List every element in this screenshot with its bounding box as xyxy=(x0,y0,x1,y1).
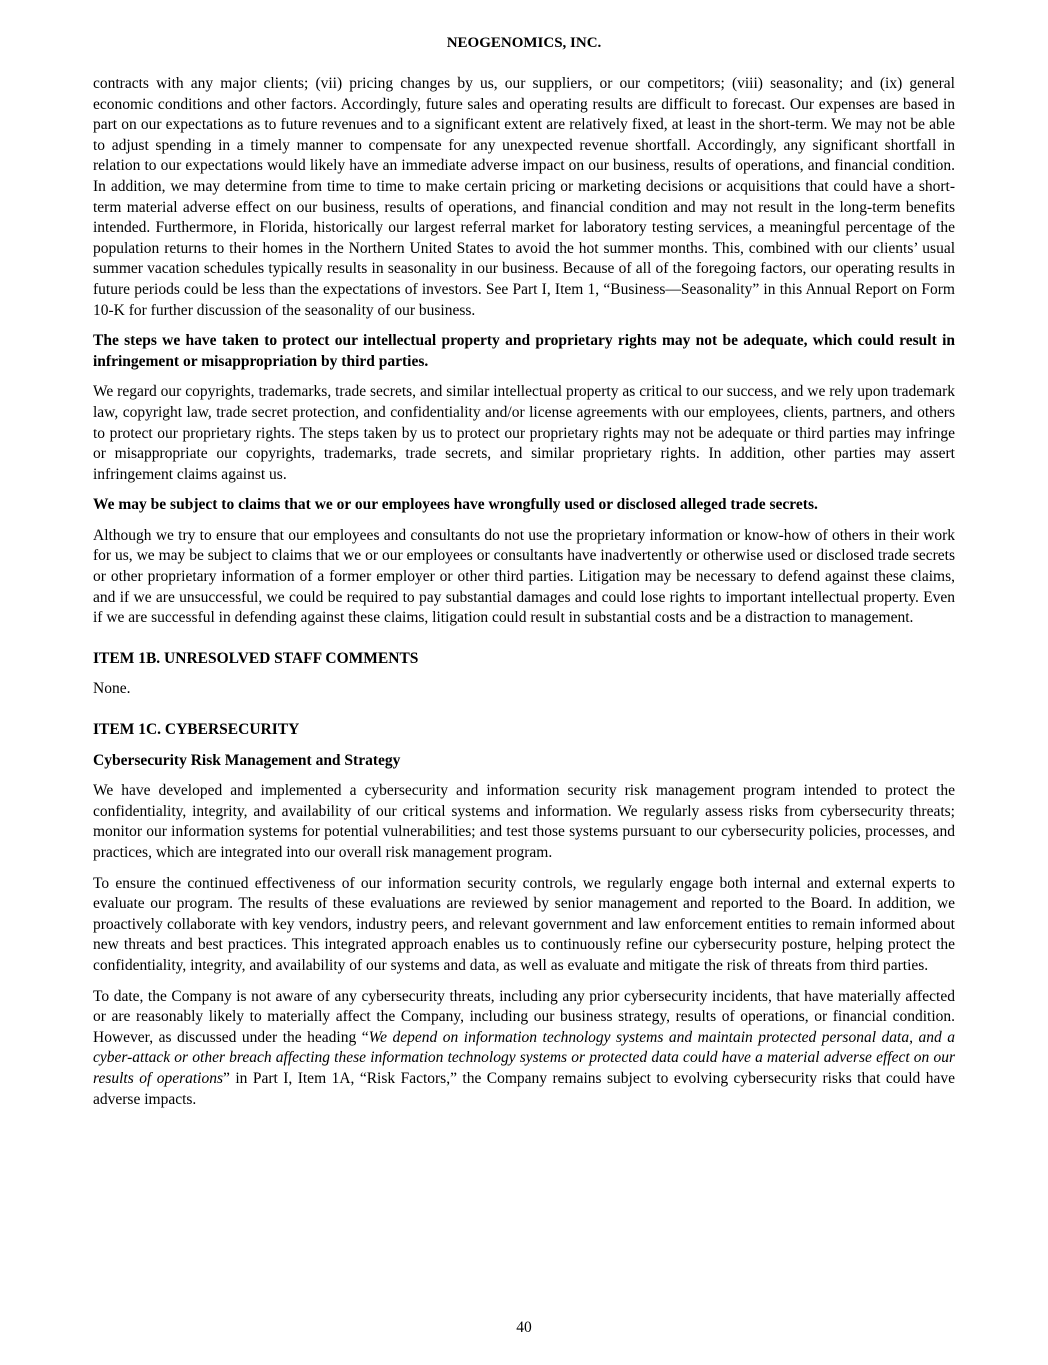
paragraph-intellectual-property: We regard our copyrights, trademarks, trade secrets, and similar intellectual property as critical to our success, and we rely upon trademark law, copyright law, trade secret protection, and confidentiality and/or license agreements with our employees, clients, partners, and others to protect our proprietary rights. The steps taken by us to protect our proprietary rights may not be adequate or third parties may infringe or misappropriate our copyrights, trademarks, trade secrets, and similar proprietary rights. In addition, other parties may assert infringement claims against us. xyxy=(93,383,955,483)
risk-heading-intellectual-property: The steps we have taken to protect our intellectual property and proprietary rights may not be adequate, which could result in infringement or misappropriation by third parties. xyxy=(93,332,955,370)
paragraph-cyber-threats xyxy=(93,987,955,1111)
cybersecurity-subheading: Cybersecurity Risk Management and Strategy xyxy=(93,751,401,769)
item-1b-body: None. xyxy=(93,680,131,698)
cyber-threats-text-end: ” in Part I, Item 1A, “Risk Factors,” the Company remains subject to evolving cybersecurity risks that could have adverse impacts. xyxy=(93,1069,955,1108)
document-page xyxy=(93,33,955,1120)
paragraph-operating-results: contracts with any major clients; (vii) pricing changes by us, our suppliers, or our competitors; (viii) seasonality; and (ix) general economic conditions and other factors. Accordingly, future sales and operating results are difficult to forecast. Our expenses are based in part on our expectations as to future revenues and to a significant extent are relatively fixed, at least in the short-term. We may not be able to adjust spending in a timely manner to compensate for any unexpected revenue shortfall. Accordingly, any significant shortfall in relation to our expectations would likely have an immediate adverse impact on our business, results of operations, and financial condition. In addition, we may determine from time to time to make certain pricing or marketing decisions or acquisitions that could have a short-term material adverse effect on our business, results of operations, and financial condition and may not result in the long-term benefits intended. Furthermore, in Florida, historically our largest referral market for laboratory testing services, a meaningful percentage of the population returns to their homes in the Northern United States to avoid the hot summer months. This, combined with our clients’ usual summer vacation schedules typically results in seasonality in our business. Because of all of the foregoing factors, our operating results in future periods could be less than the expectations of investors. See Part I, Item 1, “Business—Seasonality” in this Annual Report on Form 10-K for further discussion of the seasonality of our business. xyxy=(93,75,955,319)
cyber-threats-text-start: To date, the Company is not aware of any cybersecurity threats, including any prior cybersecurity incidents, that have materially affected or are reasonably likely to materially affect the Company, including our business strategy, results of operations, or financial condition. However, as discussed under the heading “ xyxy=(93,987,955,1046)
page-number: 40 xyxy=(516,1319,532,1336)
risk-heading-trade-secrets: We may be subject to claims that we or our employees have wrongfully used or disclosed alleged trade secrets. xyxy=(93,496,818,514)
paragraph-cyber-program: We have developed and implemented a cybersecurity and information security risk management program intended to protect the confidentiality, integrity, and availability of our critical systems and information. We regularly assess risks from cybersecurity threats; monitor our information systems for potential vulnerabilities; and test those systems pursuant to our cybersecurity policies, processes, and practices, which are integrated into our overall risk management program. xyxy=(93,782,955,861)
paragraph-cyber-controls: To ensure the continued effectiveness of our information security controls, we regularly engage both internal and external experts to evaluate our program. The results of these evaluations are reviewed by senior management and reported to the Board. In addition, we proactively collaborate with key vendors, industry peers, and relevant government and law enforcement entities to remain informed about new threats and best practices. This integrated approach enables us to continuously refine our cybersecurity posture, helping protect the confidentiality, integrity, and availability of our systems and data, as well as evaluate and mitigate the risk of threats from third parties. xyxy=(93,874,955,974)
paragraph-trade-secrets: Although we try to ensure that our employees and consultants do not use the proprietary information or know-how of others in their work for us, we may be subject to claims that we or our employees or consultants have inadvertently or otherwise used or disclosed trade secrets or other proprietary information of a former employer or other third parties. Litigation may be necessary to defend against these claims, and if we are unsuccessful, we could be required to pay substantial damages and could lose rights to important intellectual property. Even if we are successful in defending against these claims, litigation could result in substantial costs and be a distraction to management. xyxy=(93,526,955,627)
item-1c-title: ITEM 1C. CYBERSECURITY xyxy=(93,721,300,739)
cyber-threats-risk-factor-title: We depend on information technology systems and maintain protected personal data, and a cyber-attack or other breach affecting these information technology systems or protected data could have a material adverse effect on our results of operations xyxy=(93,1028,955,1087)
page-header: NEOGENOMICS, INC. xyxy=(446,35,602,51)
item-1b-title: ITEM 1B. UNRESOLVED STAFF COMMENTS xyxy=(93,649,419,667)
